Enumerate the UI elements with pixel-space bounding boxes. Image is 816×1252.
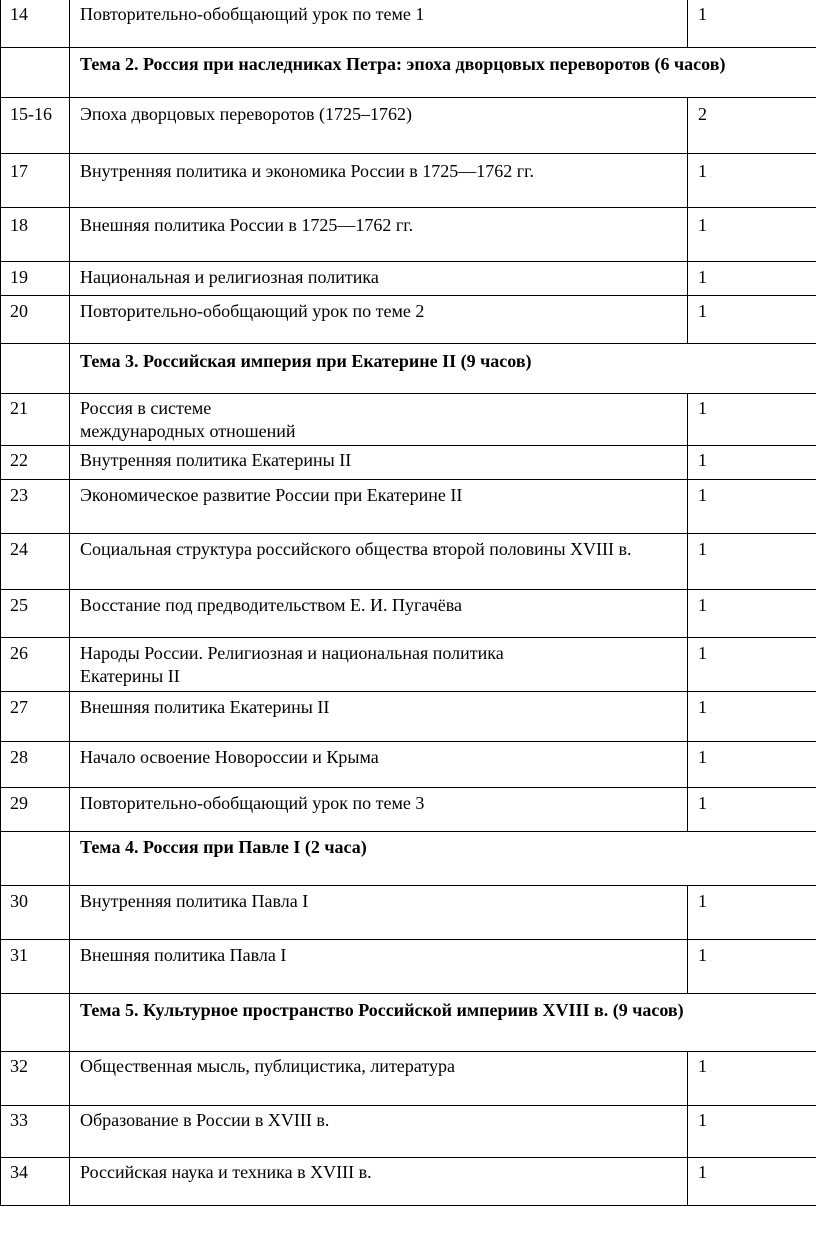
lesson-number: 27	[1, 692, 70, 741]
lesson-hours: 1	[698, 267, 707, 287]
lesson-title-line: Россия в системе	[80, 398, 212, 418]
lesson-title: Восстание под предводительством Е. И. Пугачёва	[70, 590, 688, 637]
lesson-number: 25	[1, 590, 70, 637]
table-row	[1, 638, 816, 692]
lesson-title: Внутренняя политика и экономика России в 1725—1762 гг.	[70, 154, 688, 207]
lesson-title-line: международных отношений	[80, 421, 296, 441]
lesson-title	[70, 638, 688, 691]
lesson-number: 21	[1, 394, 70, 445]
table-row	[1, 886, 816, 940]
lesson-hours: 1	[698, 161, 707, 181]
table-row	[1, 480, 816, 534]
lesson-hours: 1	[698, 1162, 707, 1182]
lesson-hours: 1	[698, 539, 707, 559]
lesson-hours: 1	[698, 1110, 707, 1130]
table-row	[1, 446, 816, 480]
lesson-hours: 1	[698, 747, 707, 767]
row-number-cell	[1, 48, 70, 97]
lesson-hours: 1	[698, 450, 707, 470]
lesson-hours: 1	[698, 945, 707, 965]
row-number-cell	[1, 344, 70, 393]
lesson-number: 24	[1, 534, 70, 589]
table-row	[1, 296, 816, 344]
lesson-title: Экономическое развитие России при Екатерине II	[70, 480, 688, 533]
table-row	[1, 534, 816, 590]
lesson-hours: 2	[698, 104, 707, 124]
lesson-title: Начало освоение Новороссии и Крыма	[70, 742, 688, 787]
table-row	[1, 1052, 816, 1106]
table-row	[1, 692, 816, 742]
lesson-hours: 1	[698, 485, 707, 505]
lesson-number: 29	[1, 788, 70, 831]
lesson-number: 26	[1, 638, 70, 691]
topic-heading: Тема 2. Россия при наследниках Петра: эпоха дворцовых переворотов (6 часов)	[80, 54, 726, 74]
topic-heading: Тема 3. Российская империя при Екатерине II (9 часов)	[80, 351, 532, 371]
lesson-title: Российская наука и техника в XVIII в.	[70, 1158, 688, 1205]
lesson-number: 28	[1, 742, 70, 787]
lesson-number: 15-16	[1, 98, 70, 153]
lesson-title: Образование в России в XVIII в.	[70, 1106, 688, 1157]
lesson-hours: 1	[698, 793, 707, 813]
topic-row	[1, 994, 816, 1052]
lesson-number: 14	[1, 0, 70, 47]
lesson-hours: 1	[698, 301, 707, 321]
lesson-number: 23	[1, 480, 70, 533]
table-row	[1, 788, 816, 832]
lesson-title-line: Екатерины II	[80, 666, 180, 686]
lesson-number: 30	[1, 886, 70, 939]
lesson-title: Национальная и религиозная политика	[70, 262, 688, 295]
table-row	[1, 262, 816, 296]
lesson-title	[70, 394, 688, 445]
table-row	[1, 1106, 816, 1158]
table-row	[1, 940, 816, 994]
table-row	[1, 208, 816, 262]
lesson-number: 31	[1, 940, 70, 993]
row-number-cell	[1, 994, 70, 1051]
lesson-number: 18	[1, 208, 70, 261]
lesson-title: Внешняя политика Екатерины II	[70, 692, 688, 741]
topic-heading: Тема 4. Россия при Павле I (2 часа)	[80, 837, 367, 857]
lesson-number: 19	[1, 262, 70, 295]
topic-row	[1, 832, 816, 886]
row-number-cell	[1, 832, 70, 885]
table-row	[1, 394, 816, 446]
lesson-number: 22	[1, 446, 70, 479]
lesson-number: 17	[1, 154, 70, 207]
lesson-title: Внутренняя политика Екатерины II	[70, 446, 688, 479]
lesson-title: Повторительно-обобщающий урок по теме 3	[70, 788, 688, 831]
lesson-title-line: Народы России. Религиозная и национальная политика	[80, 643, 504, 663]
lesson-hours: 1	[698, 891, 707, 911]
lesson-title: Внешняя политика России в 1725—1762 гг.	[70, 208, 688, 261]
lesson-number: 32	[1, 1052, 70, 1105]
lesson-hours: 1	[698, 4, 707, 24]
table-row	[1, 154, 816, 208]
lesson-title: Повторительно-обобщающий урок по теме 2	[70, 296, 688, 343]
lesson-title: Внешняя политика Павла I	[70, 940, 688, 993]
lesson-number: 33	[1, 1106, 70, 1157]
lesson-title: Общественная мысль, публицистика, литература	[70, 1052, 688, 1105]
table-row	[1, 1158, 816, 1206]
lesson-hours: 1	[698, 398, 707, 418]
topic-heading: Тема 5. Культурное пространство Российской империив XVIII в. (9 часов)	[80, 1000, 684, 1020]
lesson-number: 34	[1, 1158, 70, 1205]
table-row	[1, 0, 816, 48]
lesson-hours: 1	[698, 697, 707, 717]
lesson-title: Эпоха дворцовых переворотов (1725–1762)	[70, 98, 688, 153]
table-row	[1, 98, 816, 154]
topic-row	[1, 48, 816, 98]
lesson-hours: 1	[698, 215, 707, 235]
lesson-title: Внутренняя политика Павла I	[70, 886, 688, 939]
table-row	[1, 590, 816, 638]
lesson-hours: 1	[698, 595, 707, 615]
lesson-hours: 1	[698, 643, 707, 663]
table-row	[1, 742, 816, 788]
lesson-title: Повторительно-обобщающий урок по теме 1	[70, 0, 688, 47]
topic-row	[1, 344, 816, 394]
lesson-title: Социальная структура российского общества второй половины XVIII в.	[70, 534, 688, 589]
lesson-hours: 1	[698, 1056, 707, 1076]
lesson-number: 20	[1, 296, 70, 343]
